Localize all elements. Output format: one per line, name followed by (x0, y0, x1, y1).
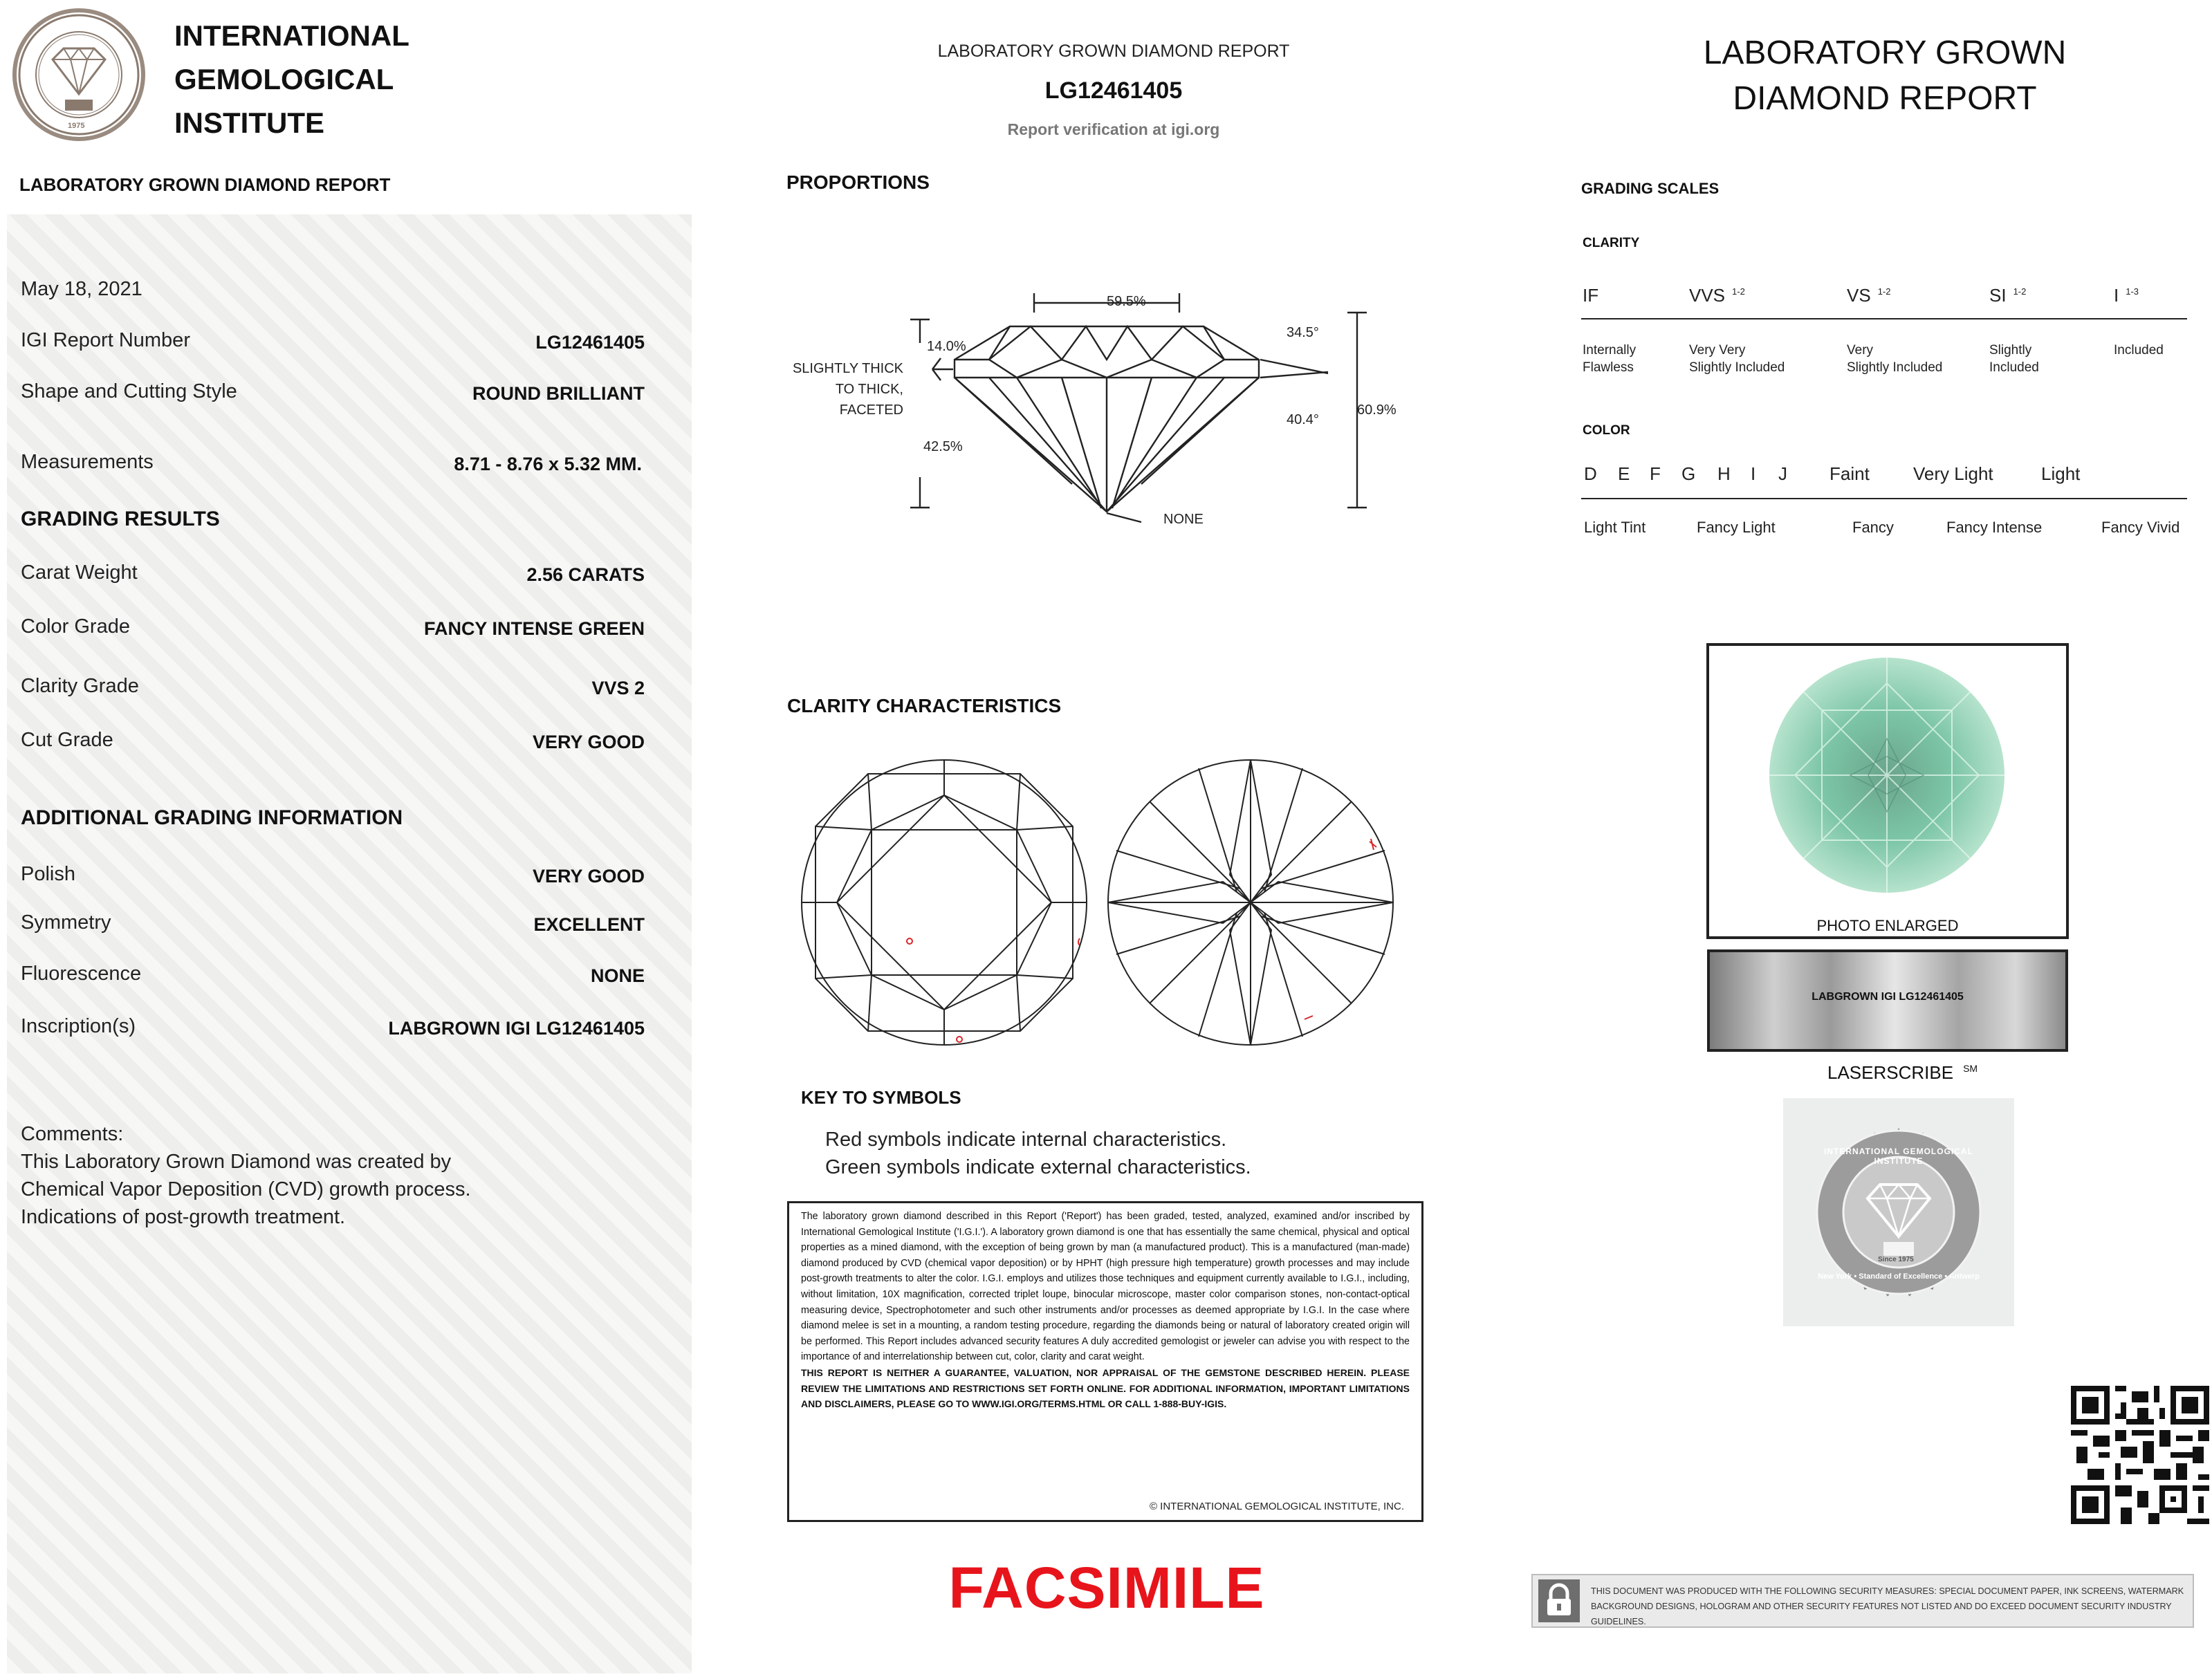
color-scale-line (1581, 498, 2187, 499)
diamond-photo (1767, 656, 2007, 895)
inclusion-mark (1370, 839, 1376, 850)
color-letter-f: F (1650, 463, 1661, 484)
polish-value: VERY GOOD (532, 866, 645, 887)
proportions-heading: PROPORTIONS (786, 171, 930, 193)
laserscribe-text: LASERSCRIBE (1827, 1062, 1954, 1083)
inclusion-mark (957, 1037, 962, 1042)
seal-year: 1975 (68, 122, 85, 130)
igi-hologram-seal (1783, 1098, 2014, 1326)
clarity-plot-pavilion (1105, 757, 1396, 1048)
laserscribe-inscription: LABGROWN IGI LG12461405 (1812, 991, 1964, 1003)
clarity-desc-if (1583, 342, 1636, 376)
clarity-desc-if-2: Flawless (1583, 360, 1634, 375)
inscription-value: LABGROWN IGI LG12461405 (388, 1018, 645, 1039)
disclaimer-text (801, 1209, 1410, 1412)
clarity-desc-vvs (1689, 342, 1785, 376)
shape-label: Shape and Cutting Style (21, 380, 237, 402)
right-title-line-2: DIAMOND REPORT (1733, 80, 2037, 117)
girdle-line-2: TO THICK, (835, 382, 903, 397)
institute-name (174, 14, 409, 145)
clarity-desc-vvs-1: Very Very (1689, 343, 1746, 358)
girdle-line-1: SLIGHTLY THICK (792, 361, 903, 376)
fluorescence-value: NONE (590, 965, 645, 986)
key-red-symbols: Red symbols indicate internal characteristics. (825, 1129, 1227, 1151)
report-number-label: IGI Report Number (21, 329, 190, 351)
institute-line-1: INTERNATIONAL (174, 19, 409, 52)
clarity-grade-i-name: I (2114, 285, 2119, 306)
lock-icon (1538, 1579, 1580, 1622)
clarity-grade-si-name: SI (1989, 285, 2007, 306)
report-number-value: LG12461405 (535, 332, 645, 353)
total-depth-percent: 60.9% (1357, 402, 1397, 418)
left-panel-background (7, 214, 692, 1673)
clarity-desc-vs (1847, 342, 1942, 376)
disclaimer-bold: THIS REPORT IS NEITHER A GUARANTEE, VALUATION, NOR APPRAISAL OF THE GEMSTONE DESCRIBED HEREIN. PLEASE REVIEW THE LIMITATIONS AND RESTRICTIONS SET FORTH ONLINE. FOR ADDITIONAL INFORMATION, IMPORTANT LIMITATIONS AND DISCLAIMERS, PLEASE GO TO WWW.IGI.ORG/TERMS.HTML OR CALL 1-888-BUY-IGIS. (801, 1366, 1410, 1410)
color-letter-d: D (1584, 463, 1597, 484)
girdle-description (775, 358, 903, 420)
clarity-characteristics-heading: CLARITY CHARACTERISTICS (787, 695, 1062, 716)
clarity-scale-line (1581, 318, 2187, 319)
clarity-grade-value: VVS 2 (591, 678, 645, 698)
clarity-plot-crown (799, 757, 1089, 1048)
comments (21, 1120, 574, 1231)
clarity-scale-heading: CLARITY (1583, 236, 1640, 250)
qr-code[interactable] (2071, 1386, 2209, 1524)
inclusion-mark (1078, 938, 1080, 945)
polish-label: Polish (21, 863, 75, 885)
color-word-very-light: Very Light (1913, 463, 1993, 484)
laserscribe-label (1827, 1062, 1978, 1084)
comments-line-1: This Laboratory Grown Diamond was created by (21, 1151, 452, 1173)
measurements-label: Measurements (21, 451, 154, 473)
clarity-grade-si-sup: 1-2 (2013, 286, 2027, 297)
color-word-faint: Faint (1829, 463, 1870, 484)
symmetry-label: Symmetry (21, 911, 111, 934)
color-grade-value: FANCY INTENSE GREEN (423, 618, 645, 639)
color-letter-e: E (1618, 463, 1630, 484)
hologram-bottom-text: New York • Standard of Excellence • Antwerp (1818, 1272, 1980, 1281)
clarity-desc-si-1: Slightly (1989, 343, 2032, 358)
hologram-top-text: INTERNATIONAL GEMOLOGICAL INSTITUTE (1824, 1147, 1973, 1166)
clarity-grade-if (1583, 285, 1598, 306)
pavilion-angle: 40.4° (1287, 412, 1319, 427)
inscription-label: Inscription(s) (21, 1015, 136, 1037)
clarity-desc-i-1: Included (2114, 343, 2164, 358)
pavilion-depth-percent: 42.5% (923, 439, 963, 454)
clarity-grade-vvs-name: VVS (1689, 285, 1726, 306)
institute-line-3: INSTITUTE (174, 106, 324, 139)
inclusion-mark (907, 938, 912, 944)
color-letter-h: H (1717, 463, 1731, 484)
measurements-value: 8.71 - 8.76 x 5.32 MM. (454, 454, 642, 474)
comments-line-3: Indications of post-growth treatment. (21, 1206, 346, 1228)
right-report-title (1646, 30, 2123, 122)
cut-grade-value: VERY GOOD (532, 732, 645, 752)
security-strip (1531, 1574, 2194, 1628)
shape-value: ROUND BRILLIANT (472, 383, 645, 404)
comments-label: Comments: (21, 1123, 124, 1145)
color-letters (1584, 463, 1799, 485)
color-letter-g: G (1681, 463, 1696, 484)
left-report-title: LABORATORY GROWN DIAMOND REPORT (19, 174, 391, 195)
disclaimer-body: The laboratory grown diamond described in this Report ('Report') has been graded, tested, analyzed, examined and/or inscribed by International Gemological Institute ('I.G.I.'). A laboratory grown diamond is one that has essentially the same chemical, physical and optical properties as a mined diamond, with the exception of being grown by man (a manufactured product). This is a manufactured (man-made) diamond produced by CVD (chemical vapor deposition) or by HPHT (high pressure high temperature) growth processes and may include post-growth treatments to alter the color. I.G.I. employs and utilizes those techniques and equipment currently available to I.G.I., including, without limitation, 10X magnification, corrected triplet loupe, binocular microscope, master color comparison stones, non-contact-optical measuring device, Spectrophotometer and such other instruments and/or processes as deemed appropriate by I.G.I. In the case where diamond melee is set in a mounting, a random testing procedure, regarding the diamonds being or natural of laboratory created origin will be performed. This Report includes advanced security features A duly accredited gemologist or jeweler can advise you with respect to the importance of and interrelationship between cut, color, clarity and carat weight. (801, 1211, 1410, 1363)
crown-angle: 34.5° (1287, 325, 1319, 340)
security-text: THIS DOCUMENT WAS PRODUCED WITH THE FOLLOWING SECURITY MEASURES: SPECIAL DOCUMENT PAPER, INK SCREENS, WATERMARK BACKGROUND DESIGNS, HOLOGRAM AND OTHER SECURITY FEATURES NOT LISTED AND DO EXCEED DOCUMENT SECURITY INDUSTRY GUIDELINES. (1591, 1586, 2184, 1626)
facsimile-stamp: FACSIMILE (948, 1555, 1265, 1620)
clarity-grade-vs-sup: 1-2 (1877, 286, 1891, 297)
laserscribe-sm: SM (1963, 1063, 1978, 1075)
color-grade-label: Color Grade (21, 615, 130, 638)
table-percent: 59.5% (1107, 294, 1146, 309)
clarity-desc-vs-2: Slightly Included (1847, 360, 1943, 375)
disclaimer-copyright: © INTERNATIONAL GEMOLOGICAL INSTITUTE, INC. (1149, 1501, 1404, 1512)
fancy-vivid: Fancy Vivid (2101, 519, 2180, 536)
institute-line-2: GEMOLOGICAL (174, 63, 394, 95)
color-letter-j: J (1778, 463, 1787, 484)
comments-line-2: Chemical Vapor Deposition (CVD) growth process. (21, 1178, 471, 1200)
clarity-desc-si-2: Included (1989, 360, 2039, 375)
clarity-grade-vs-name: VS (1847, 285, 1871, 306)
girdle-line-3: FACETED (839, 402, 903, 418)
inclusion-mark (1305, 1016, 1313, 1019)
culet-value: NONE (1163, 512, 1204, 527)
hologram-since: Since 1975 (1878, 1256, 1914, 1263)
clarity-grade-vvs-sup: 1-2 (1732, 286, 1745, 297)
clarity-grade-si (1989, 285, 2026, 306)
clarity-grade-i (2114, 285, 2139, 306)
crown-height-percent: 14.0% (927, 339, 966, 354)
report-number: LG12461405 (1044, 77, 1183, 104)
right-title-line-1: LABORATORY GROWN (1703, 35, 2067, 71)
fancy-light: Fancy Light (1697, 519, 1776, 536)
fancy-light-tint: Light Tint (1584, 519, 1646, 536)
photo-caption: PHOTO ENLARGED (1816, 917, 1959, 934)
color-word-light: Light (2041, 463, 2081, 484)
clarity-grade-i-sup: 1-3 (2126, 286, 2139, 297)
report-verification-link[interactable]: Report verification at igi.org (1007, 120, 1220, 138)
clarity-grade-label: Clarity Grade (21, 675, 139, 697)
clarity-desc-vs-1: Very (1847, 343, 1874, 358)
clarity-desc-if-1: Internally (1583, 343, 1637, 358)
key-to-symbols-heading: KEY TO SYMBOLS (801, 1087, 961, 1108)
fluorescence-label: Fluorescence (21, 963, 142, 985)
grading-scales-heading: GRADING SCALES (1581, 180, 1720, 197)
igi-seal-logo (10, 6, 148, 144)
additional-grading-heading: ADDITIONAL GRADING INFORMATION (21, 806, 403, 829)
fancy-intense: Fancy Intense (1946, 519, 2043, 536)
diamond-photo-frame (1706, 643, 2069, 939)
clarity-desc-i (2114, 342, 2164, 359)
laserscribe-photo (1707, 949, 2068, 1052)
fancy: Fancy (1852, 519, 1894, 536)
carat-weight-label: Carat Weight (21, 562, 138, 584)
clarity-grade-vs (1847, 285, 1890, 306)
clarity-desc-vvs-2: Slightly Included (1689, 360, 1785, 375)
color-scale-heading: COLOR (1583, 423, 1630, 438)
grading-results-heading: GRADING RESULTS (21, 508, 220, 530)
center-report-title: LABORATORY GROWN DIAMOND REPORT (937, 41, 1290, 61)
clarity-grade-vvs (1689, 285, 1745, 306)
clarity-grade-if-name: IF (1583, 285, 1599, 306)
report-date: May 18, 2021 (21, 278, 142, 300)
key-green-symbols: Green symbols indicate external characteristics. (825, 1156, 1251, 1178)
clarity-desc-si (1989, 342, 2039, 376)
symmetry-value: EXCELLENT (533, 914, 645, 935)
carat-weight-value: 2.56 CARATS (526, 564, 645, 585)
cut-grade-label: Cut Grade (21, 729, 113, 751)
color-letter-i: I (1751, 463, 1756, 484)
